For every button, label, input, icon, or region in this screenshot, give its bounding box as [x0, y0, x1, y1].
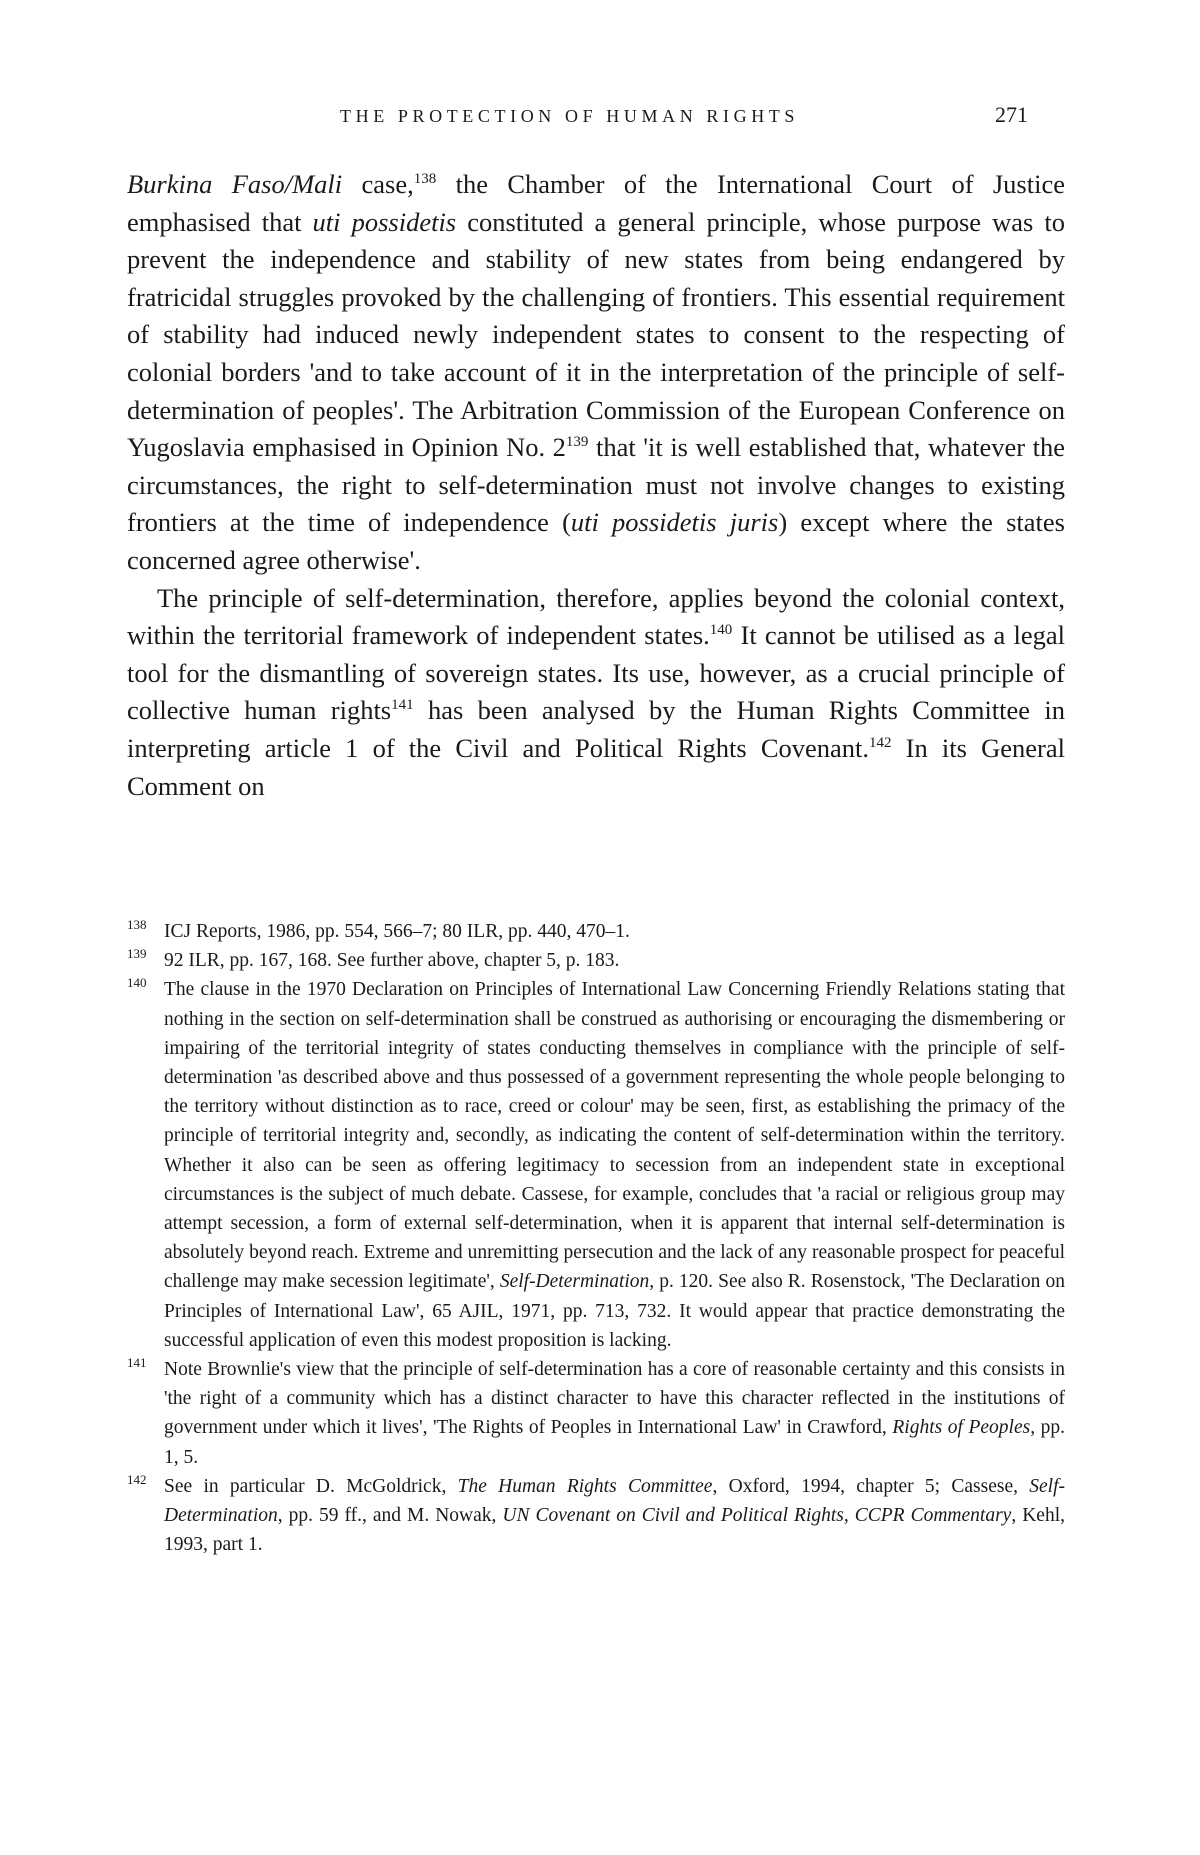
footnote-142: [127, 1472, 1065, 1560]
footnote-text: Note Brownlie's view that the principle of self-determination has a core of reasonable certainty and this consists in 'the right of a community which has a distinct character to have this character reflected in the institutions of government under which it lives', 'The Rights of Peoples in International Law' in Crawford,: [164, 1359, 1065, 1439]
text-run: It cannot be utilised as a legal tool for the dismantling of sovereign states. Its use, however, as a crucial principle of collective human rights: [127, 620, 1065, 726]
footnote-number: 141: [127, 1355, 147, 1371]
footnote-number: 138: [127, 917, 147, 932]
footnote-139: [127, 946, 1065, 975]
case-name: Burkina Faso/Mali: [127, 169, 343, 199]
text-run: that 'it is well established that, whatever the circumstances, the right to self-determination must not involve changes to existing frontiers at the time of independence (: [127, 432, 1065, 538]
work-title: Self-Determination: [164, 1475, 1066, 1527]
text-run: ) except where the states concerned agree otherwise'.: [127, 507, 1065, 575]
footnote-number: 139: [127, 946, 147, 962]
work-title: UN Covenant on Civil and Political Rights, CCPR Commentary: [502, 1505, 1012, 1527]
footnote-text: ICJ Reports, 1986, pp. 554, 566–7; 80 ILR, pp. 440, 470–1.: [164, 921, 630, 942]
footnote-text: , Oxford, 1994, chapter 5; Cassese,: [712, 1475, 1030, 1497]
footnotes: [127, 917, 1065, 1559]
work-title: Rights of Peoples: [892, 1417, 1031, 1439]
footnote-text: , p. 120. See also R. Rosenstock, 'The Declaration on Principles of International Law', 65 AJIL, 1971, pp. 713, 732. It would appear that practice demonstrating the successful application of even this modest proposition is lacking.: [164, 1271, 1065, 1351]
footnote-number: 142: [127, 1471, 147, 1487]
text-run: the Chamber of the International Court of Justice emphasised that: [127, 169, 1065, 237]
footnote-141: [127, 1355, 1065, 1472]
footnote-140: [127, 975, 1065, 1355]
footnote-ref-141[interactable]: 141: [391, 697, 414, 714]
text-run: The principle of self-determination, therefore, applies beyond the colonial context, within the territorial framework of independent states.: [127, 582, 1065, 651]
footnote-text: See in particular D. McGoldrick,: [164, 1475, 458, 1497]
footnote-ref-142[interactable]: 142: [869, 735, 892, 752]
running-title: THE PROTECTION OF HUMAN RIGHTS: [340, 106, 800, 126]
footnote-text: 92 ILR, pp. 167, 168. See further above, chapter 5, p. 183.: [164, 950, 620, 972]
main-text: [127, 166, 1065, 805]
work-title: Self-Determination: [499, 1271, 650, 1293]
footnote-text: , pp. 59 ff., and M. Nowak,: [277, 1505, 503, 1527]
footnote-ref-139[interactable]: 139: [565, 434, 589, 451]
latin-term: uti possidetis: [312, 206, 457, 237]
footnote-number: 140: [127, 975, 147, 991]
footnote-138: [127, 917, 1065, 946]
latin-term: uti possidetis juris: [570, 507, 779, 538]
text-run: In its General Comment on: [127, 732, 1065, 801]
paragraph-2: [127, 580, 1065, 806]
footnote-ref-140[interactable]: 140: [709, 622, 733, 639]
footnote-ref-138[interactable]: 138: [413, 171, 437, 188]
footnote-text: , Kehl, 1993, part 1.: [164, 1505, 1065, 1556]
text-run: case,: [342, 169, 414, 199]
footnote-text: The clause in the 1970 Declaration on Principles of International Law Concerning Friendly Relations stating that nothing in the section on self-determination shall be construed as authorising or encouraging the dismembering or impairing of the territorial integrity of states conducting themselves in compliance with the principle of self-determination 'as described above and thus possessed of a government representing the whole people belonging to the territory without distinction as to race, creed or colour' may be seen, first, as establishing the primacy of the principle of territorial integrity and, secondly, as indicating the content of self-determination within the territory. Whether it also can be seen as offering legitimacy to secession from an independent state in exceptional circumstances is the subject of much debate. Cassese, for example, concludes that 'a racial or religious group may attempt secession, a form of external self-determination, when it is apparent that internal self-determination is absolutely beyond reach. Extreme and unremitting persecution and the lack of any reasonable prospect for peaceful challenge may make secession legitimate',: [164, 979, 1065, 1293]
work-title: The Human Rights Committee: [457, 1475, 713, 1497]
page-number: 271: [995, 102, 1028, 127]
footnote-text: , pp. 1, 5.: [164, 1417, 1066, 1468]
text-run: constituted a general principle, whose purpose was to prevent the independence and stability of new states from being endangered by fratricidal struggles provoked by the challenging of frontiers. This essential requirement of stability had induced newly independent states to consent to the respecting of colonial borders 'and to take account of it in the interpretation of the principle of self-determination of peoples'. The Arbitration Commission of the European Conference on Yugoslavia emphasised in Opinion No. 2: [127, 206, 1065, 463]
paragraph-1: [127, 166, 1065, 580]
running-head: [0, 102, 1200, 136]
text-run: has been analysed by the Human Rights Committee in interpreting article 1 of the Civil and Political Rights Covenant.: [127, 695, 1065, 763]
